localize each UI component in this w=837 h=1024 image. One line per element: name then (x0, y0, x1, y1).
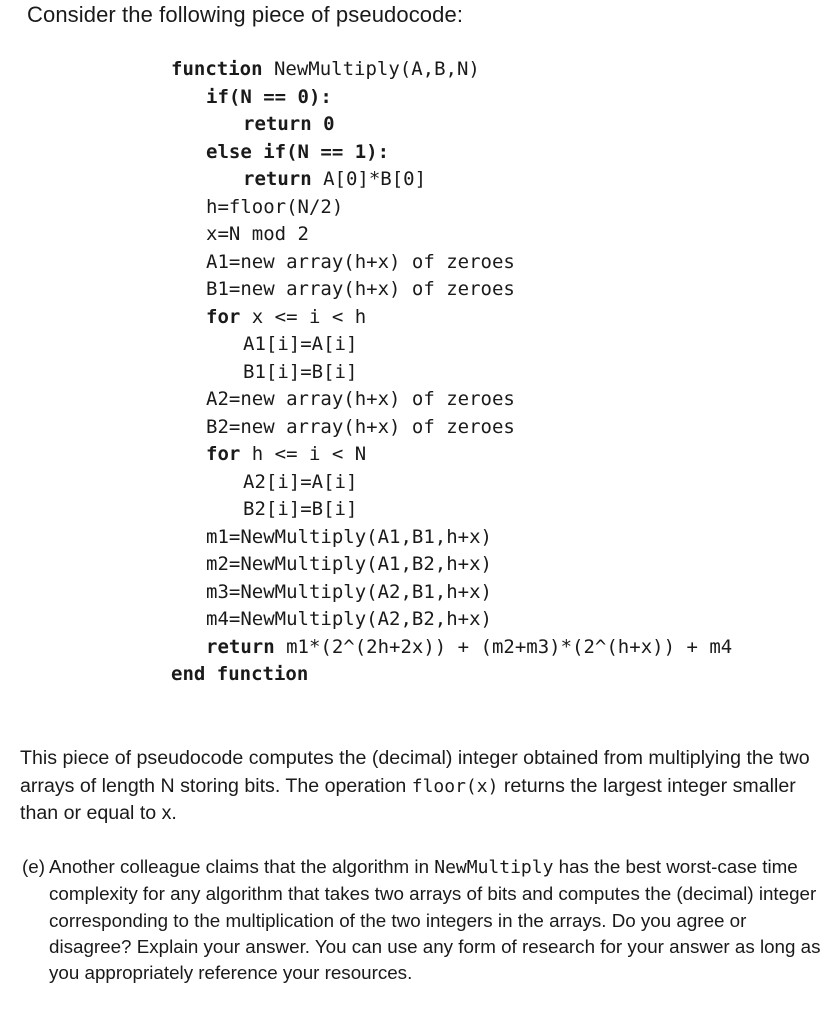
code-keyword: for (206, 443, 241, 465)
code-line (171, 414, 732, 442)
code-text: A1=new array(h+x) of zeroes (206, 250, 515, 273)
code-text: A[0]*B[0] (311, 168, 427, 190)
code-keyword: end function (171, 663, 309, 685)
code-text: A1[i]=A[i] (243, 333, 358, 355)
code-line (171, 606, 732, 634)
code-keyword: if (206, 85, 229, 108)
code-line (171, 139, 732, 167)
code-text: NewMultiply(A,B,N) (262, 58, 480, 80)
code-line (171, 579, 732, 607)
code-text: m2=NewMultiply(A1,B2,h+x) (206, 553, 492, 575)
code-text: m3=NewMultiply(A2,B1,h+x) (206, 580, 492, 603)
code-line (171, 166, 732, 194)
intro-text: Consider the following piece of pseudocode: (27, 2, 464, 27)
code-text: m1*(2^(2h+2x)) + (m2+m3)*(2^(h+x)) + m4 (274, 635, 733, 658)
question-body (49, 854, 822, 986)
code-keyword: (N == 1): (286, 140, 390, 163)
code-text: m1=NewMultiply(A1,B1,h+x) (206, 525, 492, 548)
code-line (171, 524, 732, 552)
code-line (171, 634, 732, 662)
code-line (171, 386, 732, 414)
code-line (171, 304, 732, 332)
code-text: B1[i]=B[i] (243, 360, 358, 383)
code-keyword: 0 (311, 113, 335, 135)
code-keyword: else if (206, 140, 287, 163)
code-line (171, 661, 732, 689)
code-line (171, 331, 732, 359)
pseudocode-block (171, 56, 732, 689)
code-text: h=floor(N/2) (206, 195, 344, 218)
code-line (171, 84, 732, 112)
question-text-end: has the best worst-case time complexity for any algorithm that takes two arrays of bits and computes the (decimal) integer corresponding to the multiplication of the two integers in the arrays. Do you agree or disagree? Explain your answer. You can use any form of research for your answer as long as you appropriately reference your resources. (49, 856, 821, 984)
newmultiply-code-snippet: NewMultiply (434, 857, 554, 878)
description-text-end: returns the largest integer smaller than or equal to x. (20, 774, 796, 824)
code-keyword: function (171, 58, 263, 80)
code-line (171, 441, 732, 469)
code-text: B1=new array(h+x) of zeroes (206, 278, 515, 300)
code-line (171, 111, 732, 139)
code-text: A2[i]=A[i] (243, 470, 358, 493)
question-text-start: Another colleague claims that the algorithm in (49, 856, 435, 877)
code-keyword: for (206, 305, 241, 328)
code-text: x=N mod 2 (206, 223, 309, 245)
code-line (171, 551, 732, 579)
code-line (171, 496, 732, 524)
code-keyword: return (243, 113, 312, 135)
code-line (171, 469, 732, 497)
code-line (171, 249, 732, 277)
question-label: (e) (22, 856, 45, 877)
question-e (22, 854, 822, 986)
code-keyword: (N == 0): (228, 85, 332, 108)
code-text: x <= i < h (240, 305, 367, 328)
code-keyword: return (243, 168, 312, 190)
code-line (171, 359, 732, 387)
code-line (171, 221, 732, 249)
code-line (171, 276, 732, 304)
code-text: m4=NewMultiply(A2,B2,h+x) (206, 608, 492, 630)
floor-code-snippet: floor(x) (411, 775, 499, 797)
description-text-start: This piece of pseudocode computes the (decimal) integer obtained from multiplying the two arrays of length N storing bits. The operation (20, 747, 810, 797)
code-text: B2=new array(h+x) of zeroes (206, 415, 515, 438)
code-text: h <= i < N (240, 443, 367, 465)
code-text: B2[i]=B[i] (243, 498, 358, 520)
code-line (171, 56, 732, 84)
code-text: A2=new array(h+x) of zeroes (206, 388, 515, 410)
code-line (171, 194, 732, 222)
description-paragraph (20, 745, 835, 828)
code-keyword: return (206, 635, 275, 658)
